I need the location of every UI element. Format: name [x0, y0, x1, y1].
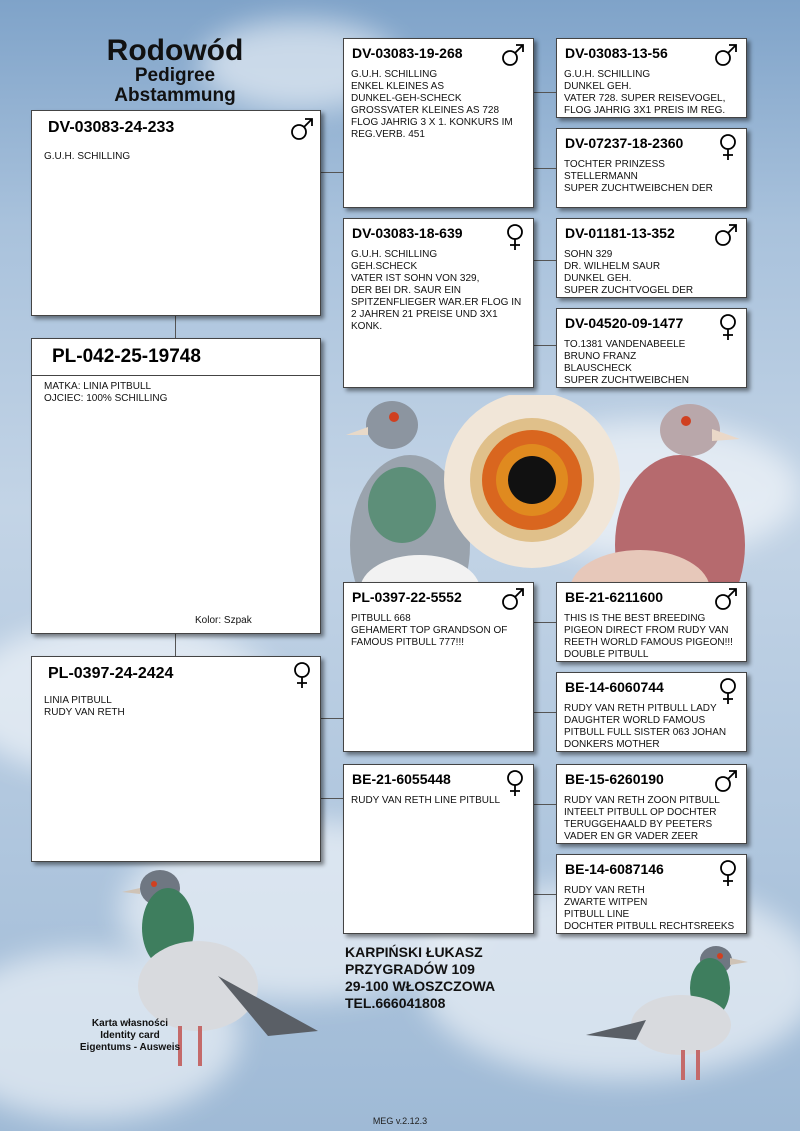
- ring-number: DV-03083-18-639: [352, 225, 463, 241]
- title-english: Pedigree: [134, 65, 216, 86]
- connector-line: [534, 712, 556, 713]
- male-symbol-icon: [714, 769, 738, 798]
- male-symbol-icon: [714, 43, 738, 72]
- identity-card-label: Karta własności Identity card Eigentums - Ausweis: [79, 1018, 181, 1053]
- bird-info: TOCHTER PRINZESS STELLERMANN SUPER ZUCHTWEIBCHEN DER: [564, 159, 713, 194]
- connector-line: [534, 92, 556, 93]
- ring-number: DV-01181-13-352: [565, 225, 675, 241]
- ring-number: DV-04520-09-1477: [565, 315, 684, 331]
- ring-number: DV-03083-24-233: [48, 119, 175, 136]
- male-symbol-icon: [290, 117, 314, 146]
- bird-info: RUDY VAN RETH ZWARTE WITPEN PITBULL LINE DOCHTER PITBULL RECHTSREEKS: [564, 885, 735, 932]
- ring-number: BE-15-6260190: [565, 771, 664, 787]
- paternal-grandfather-card[interactable]: [343, 38, 534, 208]
- great-grandparent-card[interactable]: [556, 672, 747, 752]
- title-german: Abstammung: [114, 85, 236, 106]
- version-label: MEG v.2.12.3: [372, 1116, 428, 1126]
- title-main: Rodowód: [106, 34, 244, 67]
- main-ring-header: [32, 339, 320, 376]
- connector-line: [320, 718, 343, 719]
- owner-address: KARPIŃSKI ŁUKASZ PRZYGRADÓW 109 29-100 WŁOSZCZOWA TEL.666041808: [345, 944, 496, 1011]
- father-card[interactable]: [31, 110, 321, 316]
- bird-info: SOHN 329 DR. WILHELM SAUR DUNKEL GEH. SUPER ZUCHTVOGEL DER: [564, 249, 694, 296]
- connector-line: [320, 172, 343, 173]
- great-grandparent-card[interactable]: [556, 218, 747, 298]
- male-symbol-icon: [501, 587, 525, 616]
- connector-line: [320, 798, 343, 799]
- male-symbol-icon: [714, 587, 738, 616]
- ring-number: PL-0397-24-2424: [48, 665, 174, 682]
- bird-info: RUDY VAN RETH ZOON PITBULL INTEELT PITBULL OP DOCHTER TERUGGEHAALD BY PEETERS VADER EN GR VADER ZEER: [564, 795, 720, 842]
- great-grandparent-card[interactable]: [556, 854, 747, 934]
- bird-info: RUDY VAN RETH PITBULL LADY DAUGHTER WORLD FAMOUS PITBULL FULL SISTER 063 JOHAN DONKERS MOTHER: [564, 703, 727, 750]
- pigeon-right-illustration: [586, 940, 756, 1090]
- great-grandparent-card[interactable]: [556, 582, 747, 662]
- connector-line: [534, 804, 556, 805]
- mother-card[interactable]: [31, 656, 321, 862]
- bird-info: LINIA PITBULL RUDY VAN RETH: [44, 695, 125, 718]
- great-grandparent-card[interactable]: [556, 764, 747, 844]
- ring-number: DV-03083-19-268: [352, 45, 463, 61]
- paternal-grandmother-card[interactable]: [343, 218, 534, 388]
- connector-line: [534, 168, 556, 169]
- male-symbol-icon: [501, 43, 525, 72]
- connector-line: [534, 345, 556, 346]
- color-label: Kolor: Szpak: [195, 615, 252, 626]
- female-symbol-icon: [292, 661, 312, 694]
- ring-number: DV-03083-13-56: [565, 45, 668, 61]
- connector-line: [534, 894, 556, 895]
- ring-number: PL-042-25-19748: [52, 346, 201, 367]
- bird-info: G.U.H. SCHILLING DUNKEL GEH. VATER 728. SUPER REISEVOGEL, FLOG JAHRIG 3X1 PREIS IM REG.: [564, 69, 726, 116]
- bird-info: G.U.H. SCHILLING: [44, 151, 131, 162]
- bird-info: G.U.H. SCHILLING ENKEL KLEINES AS DUNKEL-GEH-SCHECK GROSSVATER KLEINES AS 728 FLOG JAHRIG 3 X 1. KONKURS IM REG.VERB. 451: [351, 69, 513, 140]
- maternal-grandfather-card[interactable]: [343, 582, 534, 752]
- bird-info: PITBULL 668 GEHAMERT TOP GRANDSON OF FAMOUS PITBULL 777!!!: [351, 613, 508, 648]
- pedigree-title: [70, 36, 280, 106]
- bird-info: THIS IS THE BEST BREEDING PIGEON DIRECT FROM RUDY VAN REETH WORLD FAMOUS PIGEON!!! DOUBLE PITBULL: [564, 613, 733, 660]
- maternal-grandmother-card[interactable]: [343, 764, 534, 934]
- connector-line: [534, 260, 556, 261]
- bird-info: G.U.H. SCHILLING GEH.SCHECK VATER IST SOHN VON 329, DER BEI DR. SAUR EIN SPITZENFLIEGER WAR.ER FLOG IN 2 JAHREN 21 PREISE UND 3X1 KONK.: [351, 249, 522, 332]
- main-bird-card[interactable]: [31, 338, 321, 634]
- ring-number: BE-21-6211600: [565, 589, 664, 605]
- connector-line: [175, 316, 176, 338]
- ring-number: BE-14-6087146: [565, 861, 664, 877]
- great-grandparent-card[interactable]: [556, 128, 747, 208]
- ring-number: BE-14-6060744: [565, 679, 664, 695]
- male-symbol-icon: [714, 223, 738, 252]
- ring-number: PL-0397-22-5552: [352, 589, 462, 605]
- bird-info: TO.1381 VANDENABEELE BRUNO FRANZ BLAUSCHECK SUPER ZUCHTWEIBCHEN: [564, 339, 690, 386]
- bird-info: RUDY VAN RETH LINE PITBULL: [351, 795, 501, 806]
- great-grandparent-card[interactable]: [556, 308, 747, 388]
- ring-number: BE-21-6055448: [352, 771, 451, 787]
- great-grandparent-card[interactable]: [556, 38, 747, 118]
- ring-number: DV-07237-18-2360: [565, 135, 684, 151]
- bird-info: MATKA: LINIA PITBULL OJCIEC: 100% SCHILLING: [44, 381, 168, 404]
- connector-line: [175, 634, 176, 656]
